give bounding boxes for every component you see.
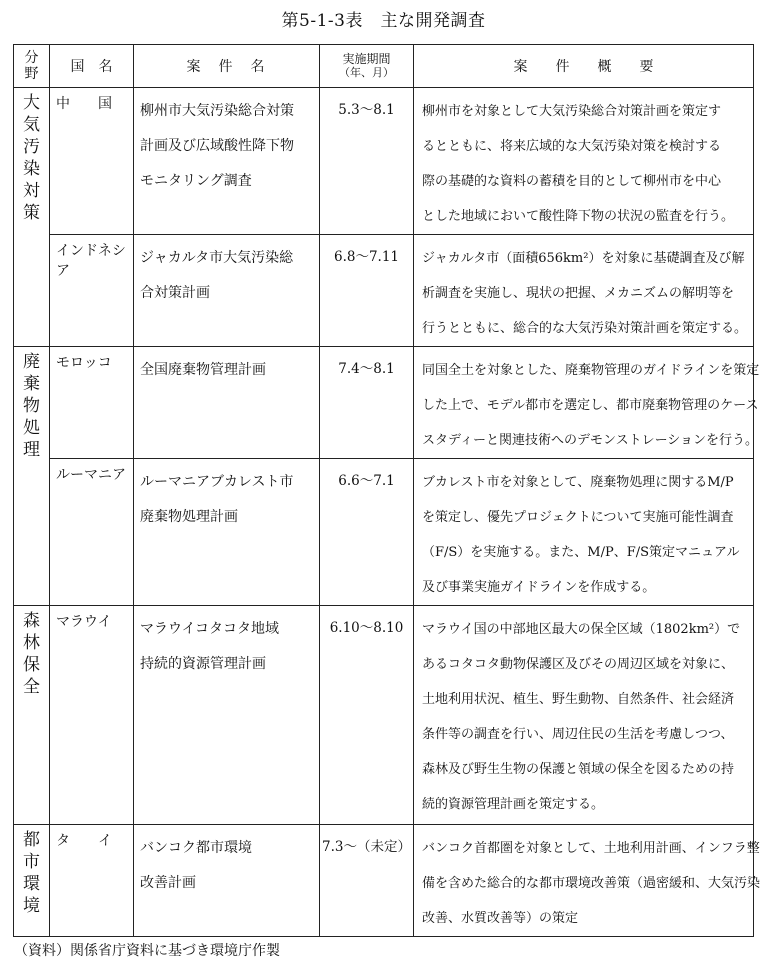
field-cell (14, 606, 50, 825)
project-name-cell (134, 347, 320, 459)
source-note: （資料）関係省庁資料に基づき環境庁作製 (14, 943, 280, 959)
project-name-line: バンコク都市環境 (140, 840, 252, 856)
field-cell (14, 825, 50, 937)
summary-line: 同国全土を対象とした、廃棄物管理のガイドラインを策定 (422, 363, 760, 378)
project-name-line: ルーマニアブカレスト市 (140, 474, 294, 490)
summary-line: 続的資源管理計画を策定する。 (422, 797, 605, 812)
summary-line: ブカレスト市を対象として、廃棄物処理に関するM/P (422, 475, 734, 490)
summary-cell (414, 825, 761, 937)
project-name-line: 全国廃棄物管理計画 (140, 362, 266, 378)
header-row (14, 45, 754, 88)
field-char: 汚 (23, 137, 40, 157)
field-char: 大 (23, 93, 40, 113)
field-char: 棄 (23, 374, 40, 394)
project-name-cell (134, 88, 320, 235)
period-cell: 7.3～（未定） (320, 825, 414, 937)
summary-cell (414, 606, 754, 825)
summary-line: 条件等の調査を行い、周辺住民の生活を考慮しつつ、 (422, 727, 734, 742)
header-period-main: 実施期間 (342, 52, 391, 66)
period-cell: 6.6～7.1 (320, 459, 414, 606)
summary-line: （F/S）を実施する。また、M/P、F/S策定マニュアル (422, 545, 740, 560)
summary-line: 森林及び野生生物の保護と領域の保全を図るための持 (422, 762, 735, 777)
period-cell: 6.10～8.10 (320, 606, 414, 825)
table-row (14, 825, 754, 937)
summary-line: 備を含めた総合的な都市環境改善策（過密緩和、大気汚染 (422, 876, 761, 891)
project-name-line: 廃棄物処理計画 (140, 509, 238, 525)
summary-line: を策定し、優先プロジェクトについて実施可能性調査 (422, 510, 734, 525)
field-char: 処 (23, 418, 40, 438)
project-name-line: 合対策計画 (140, 285, 210, 301)
field-char: 市 (23, 852, 40, 872)
period-cell: 5.3～8.1 (320, 88, 414, 235)
project-name-line: モニタリング調査 (140, 173, 252, 189)
field-char: 林 (23, 633, 40, 653)
field-char: 境 (23, 896, 40, 916)
country-cell: インドネシア (50, 235, 134, 347)
country-cell: 中 国 (50, 88, 134, 235)
summary-line: 柳州市を対象として大気汚染総合対策計画を策定す (422, 104, 722, 119)
table-row (14, 347, 754, 459)
table-title: 第5-1-3表 主な開発調査 (281, 11, 486, 31)
summary-line: マラウイ国の中部地区最大の保全区域（1802km²）で (422, 622, 741, 637)
field-char: 理 (23, 440, 40, 460)
development-survey-table (13, 44, 761, 934)
summary-cell (414, 235, 754, 347)
field-char: 気 (23, 115, 40, 135)
summary-line: 改善、水質改善等）の策定 (422, 911, 579, 926)
table-row (14, 235, 754, 347)
field-char: 対 (23, 181, 40, 201)
field-char: 都 (23, 830, 40, 850)
project-name-line: ジャカルタ市大気汚染総 (140, 250, 294, 266)
table-row (14, 88, 754, 235)
country-cell: モロッコ (50, 347, 134, 459)
header-field-char-2: 野 (24, 66, 39, 82)
summary-line: あるコタコタ動物保護区及びその周辺区域を対象に、 (422, 657, 735, 672)
project-name-line: マラウイコタコタ地域 (140, 621, 280, 637)
field-char: 保 (23, 655, 40, 675)
project-name-line: 持続的資源管理計画 (140, 656, 266, 672)
project-name-cell (134, 235, 320, 347)
header-summary: 案 件 概 要 (414, 45, 754, 88)
survey-table (13, 44, 761, 937)
header-project: 案 件 名 (134, 45, 320, 88)
field-char: 染 (23, 159, 40, 179)
field-char: 物 (23, 396, 40, 416)
summary-line: 土地利用状況、植生、野生動物、自然条件、社会経済 (422, 692, 735, 707)
field-char: 森 (23, 611, 40, 631)
summary-line: 及び事業実施ガイドラインを作成する。 (422, 580, 656, 595)
table-row (14, 459, 754, 606)
summary-cell (414, 88, 754, 235)
country-cell: マラウイ (50, 606, 134, 825)
field-char: 環 (23, 874, 40, 894)
header-period (320, 45, 414, 88)
field-cell (14, 88, 50, 347)
project-name-line: 計画及び広域酸性降下物 (140, 138, 294, 154)
summary-line: 行うとともに、総合的な大気汚染対策計画を策定する。 (422, 321, 748, 336)
summary-line: スタディーと関連技術へのデモンストレーションを行う。 (422, 433, 759, 448)
header-field-char-1: 分 (24, 50, 39, 66)
header-period-sub: （年、月） (339, 66, 394, 79)
project-name-line: 柳州市大気汚染総合対策 (140, 103, 294, 119)
summary-cell (414, 347, 760, 459)
summary-line: ジャカルタ市（面積656km²）を対象に基礎調査及び解 (422, 251, 745, 266)
summary-line: 際の基礎的な資料の蓄積を目的として柳州市を中心 (422, 174, 722, 189)
header-field (14, 45, 50, 88)
summary-line: とした地域において酸性降下物の状況の監査を行う。 (422, 209, 735, 224)
project-name-cell (134, 606, 320, 825)
period-cell: 6.8～7.11 (320, 235, 414, 347)
table-row (14, 606, 754, 825)
summary-line: るとともに、将来広域的な大気汚染対策を検討する (422, 139, 722, 154)
country-cell: ルーマニア (50, 459, 134, 606)
summary-line: バンコク首都圏を対象として、土地利用計画、インフラ整 (422, 841, 760, 856)
field-char: 全 (23, 677, 40, 697)
summary-line: した上で、モデル都市を選定し、都市廃棄物管理のケース (422, 398, 759, 413)
field-char: 策 (23, 203, 40, 223)
country-cell: タ イ (50, 825, 134, 937)
period-cell: 7.4～8.1 (320, 347, 414, 459)
summary-cell (414, 459, 754, 606)
project-name-cell (134, 459, 320, 606)
project-name-cell (134, 825, 320, 937)
summary-line: 析調査を実施し、現状の把握、メカニズムの解明等を (422, 286, 735, 301)
project-name-line: 改善計画 (140, 875, 196, 891)
header-country: 国 名 (50, 45, 134, 88)
field-cell (14, 347, 50, 606)
field-char: 廃 (23, 352, 40, 372)
